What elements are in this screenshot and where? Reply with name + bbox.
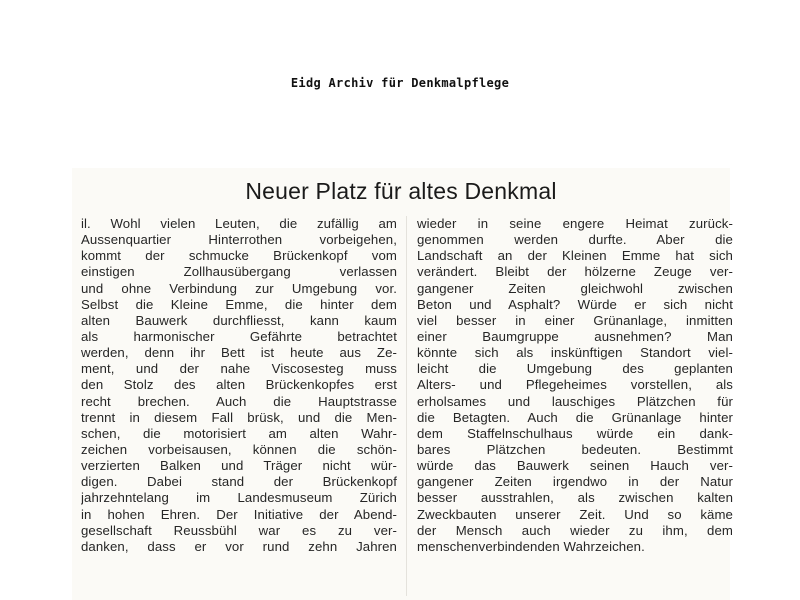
text-line: werden, denn ihr Bett ist heute aus Ze-	[81, 345, 397, 361]
text-line: dem Staffelnschulhaus würde ein dank-	[417, 425, 733, 441]
text-line: einer Baumgruppe ausnehmen? Man	[417, 328, 733, 344]
text-line: Alters- und Pflegeheimes vorstellen, als	[417, 377, 733, 393]
text-line: ment, und der nahe Viscosesteg muss	[81, 361, 397, 377]
text-line: die Betagten. Auch die Grünanlage hinter	[417, 409, 733, 425]
text-line: Selbst die Kleine Emme, die hinter dem	[81, 296, 397, 312]
text-line: bares Plätzchen bedeuten. Bestimmt	[417, 441, 733, 457]
text-line: gangener Zeiten irgendwo in der Natur	[417, 474, 733, 490]
text-line: gesellschaft Reussbühl war es zu ver-	[81, 522, 397, 538]
text-line: den Stolz des alten Brückenkopfes erst	[81, 377, 397, 393]
text-line: kommt der schmucke Brückenkopf vom	[81, 248, 397, 264]
column-divider	[406, 216, 407, 596]
text-line: könnte sich als inskünftigen Standort viel-	[417, 345, 733, 361]
text-line: genommen werden durfte. Aber die	[417, 232, 733, 248]
article-headline: Neuer Platz für altes Denkmal	[245, 178, 557, 204]
text-line: verändert. Bleibt der hölzerne Zeuge ver-	[417, 264, 733, 280]
text-line: leicht die Umgebung des geplanten	[417, 361, 733, 377]
text-line: digen. Dabei stand der Brückenkopf	[81, 474, 397, 490]
text-line: verzierten Balken und Träger nicht wür-	[81, 458, 397, 474]
article-column-left	[81, 216, 397, 555]
text-line: menschenverbindenden Wahrzeichen.	[417, 538, 645, 554]
text-line: Beton und Asphalt? Würde er sich nicht	[417, 296, 733, 312]
text-line: jahrzehntelang im Landesmuseum Zürich	[81, 490, 397, 506]
text-line: gangener Zeiten gleichwohl zwischen	[417, 280, 733, 296]
text-line: danken, dass er vor rund zehn Jahren	[81, 538, 397, 554]
text-line: viel besser in einer Grünanlage, inmitten	[417, 312, 733, 328]
text-line: als harmonischer Gefährte betrachtet	[81, 328, 397, 344]
text-line: schen, die motorisiert am alten Wahr-	[81, 425, 397, 441]
text-line: Aussenquartier Hinterrothen vorbeigehen,	[81, 232, 397, 248]
text-line: und ohne Verbindung zur Umgebung vor.	[81, 280, 397, 296]
newspaper-clipping	[72, 168, 733, 600]
text-line: erholsames und lauschiges Plätzchen für	[417, 393, 733, 409]
text-line: der Mensch auch wieder zu ihm, dem	[417, 522, 733, 538]
text-line: trennt in diesem Fall brüsk, und die Men-	[81, 409, 397, 425]
text-line: wieder in seine engere Heimat zurück-	[417, 216, 733, 231]
text-line: besser ausstrahlen, als zwischen kalten	[417, 490, 733, 506]
text-line: recht brechen. Auch die Hauptstrasse	[81, 393, 397, 409]
article-column-right	[417, 216, 733, 555]
text-line: würde das Bauwerk seinen Hauch ver-	[417, 458, 733, 474]
text-line: Landschaft an der Kleinen Emme hat sich	[417, 248, 733, 264]
text-line: alten Bauwerk durchfliesst, kann kaum	[81, 312, 397, 328]
text-line: einstigen Zollhausübergang verlassen	[81, 264, 397, 280]
text-line: Zweckbauten unserer Zeit. Und so käme	[417, 506, 733, 522]
text-line: in hohen Ehren. Der Initiative der Abend-	[81, 506, 397, 522]
text-line: zeichen vorbeisausen, können die schön-	[81, 441, 397, 457]
archive-header: Eidg Archiv für Denkmalpflege	[290, 76, 510, 90]
text-line: il. Wohl vielen Leuten, die zufällig am	[81, 216, 397, 231]
